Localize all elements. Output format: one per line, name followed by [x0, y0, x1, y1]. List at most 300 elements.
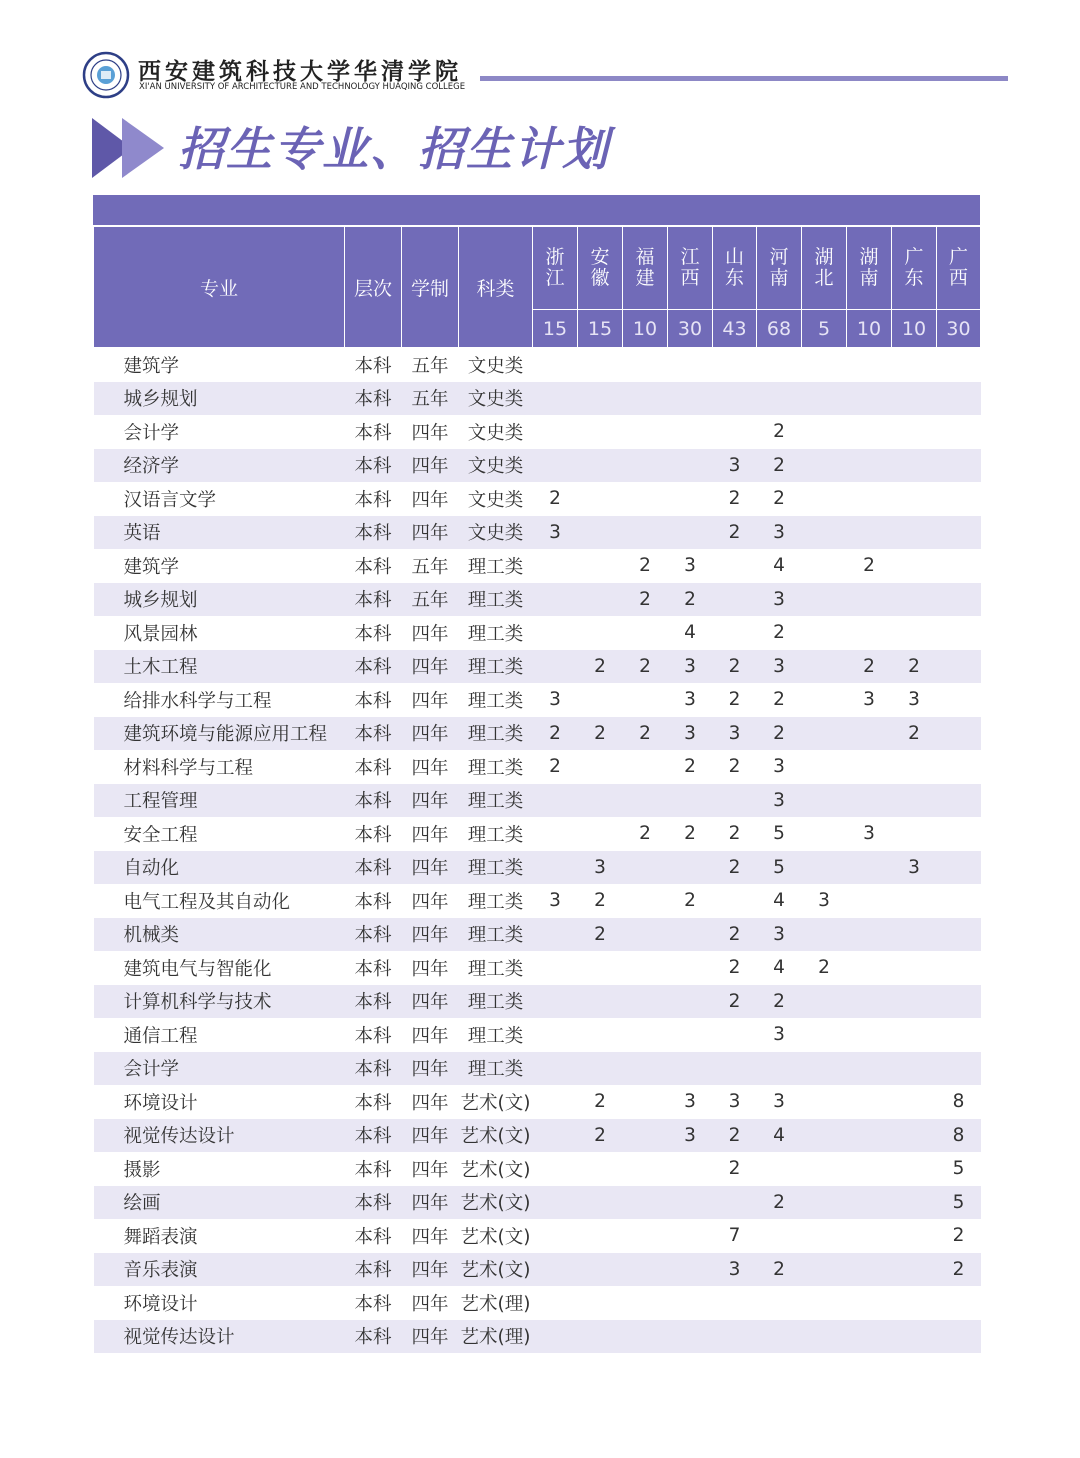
count-cell — [847, 348, 892, 382]
count-cell: 2 — [728, 823, 741, 845]
count-cell — [802, 1085, 847, 1119]
duration-cell: 四年 — [411, 891, 449, 913]
school-name-cn: 西安建筑科技大学华清学院 — [138, 58, 462, 85]
count-cell — [623, 1052, 668, 1086]
count-cell — [713, 1286, 757, 1320]
count-cell — [623, 482, 668, 516]
count-cell — [668, 415, 713, 449]
table-row — [94, 1219, 981, 1253]
count-cell: 3 — [757, 583, 802, 617]
count-cell: 2 — [757, 1186, 802, 1220]
count-cell — [892, 1085, 937, 1119]
count-cell — [623, 449, 668, 483]
count-cell — [668, 482, 713, 516]
count-cell — [802, 348, 847, 382]
table-row — [94, 583, 981, 617]
count-cell: 2 — [533, 717, 578, 751]
count-cell: 2 — [684, 823, 696, 845]
school-name-en: XI'AN UNIVERSITY OF ARCHITECTURE AND TECHNOLOGY HUAQING COLLEGE — [139, 82, 466, 92]
level-cell: 本科 — [354, 623, 392, 645]
level-cell: 本科 — [354, 1226, 392, 1248]
count-cell — [937, 750, 981, 784]
province-header — [802, 227, 847, 310]
table-row — [94, 348, 981, 382]
table-row — [94, 449, 981, 483]
level-cell: 本科 — [354, 1025, 392, 1047]
count-cell — [668, 918, 713, 952]
level-cell: 本科 — [354, 958, 392, 980]
count-cell — [757, 382, 802, 416]
count-cell — [578, 1253, 623, 1287]
major-cell: 给排水科学与工程 — [123, 690, 272, 712]
level-cell: 本科 — [345, 1186, 402, 1220]
province-header — [892, 227, 937, 310]
major-cell: 环境设计 — [123, 1293, 198, 1315]
province-header — [623, 227, 668, 310]
table-row — [94, 918, 981, 952]
count-cell — [937, 650, 981, 684]
count-cell — [847, 516, 892, 550]
category-cell: 理工类 — [467, 958, 524, 980]
count-cell — [668, 1320, 713, 1354]
count-cell — [802, 851, 847, 885]
count-cell: 3 — [668, 650, 713, 684]
major-cell: 会计学 — [123, 422, 180, 444]
count-cell — [847, 784, 892, 818]
count-cell — [802, 683, 847, 717]
count-cell — [802, 516, 847, 550]
major-cell: 视觉传达设计 — [94, 1119, 345, 1153]
province-quota: 10 — [623, 310, 668, 348]
level-cell: 本科 — [345, 1119, 402, 1153]
column-header-level: 层次 — [345, 227, 402, 348]
count-cell — [937, 985, 981, 1019]
count-cell — [847, 1286, 892, 1320]
count-cell: 4 — [757, 1119, 802, 1153]
count-cell: 3 — [863, 689, 875, 711]
province-label: 安徽 — [590, 246, 610, 289]
category-cell: 艺术(文) — [459, 1186, 533, 1220]
table-row — [94, 817, 981, 851]
title-arrows-icon — [92, 118, 168, 178]
duration-cell: 四年 — [402, 985, 459, 1019]
level-cell: 本科 — [345, 784, 402, 818]
count-cell — [802, 449, 847, 483]
province-quota: 30 — [937, 310, 981, 348]
province-label: 福建 — [635, 246, 655, 289]
count-cell: 3 — [578, 851, 623, 885]
count-cell — [533, 985, 578, 1019]
major-cell: 安全工程 — [123, 824, 198, 846]
count-cell — [937, 717, 981, 751]
category-cell: 理工类 — [459, 784, 533, 818]
count-cell — [937, 683, 981, 717]
count-cell: 3 — [757, 918, 802, 952]
count-cell — [802, 750, 847, 784]
duration-cell: 五年 — [411, 556, 449, 578]
duration-cell: 四年 — [402, 449, 459, 483]
major-cell: 视觉传达设计 — [94, 1320, 345, 1354]
count-cell — [578, 482, 623, 516]
duration-cell: 四年 — [402, 851, 459, 885]
table-row — [94, 1018, 981, 1052]
count-cell — [847, 449, 892, 483]
count-cell: 3 — [908, 689, 920, 711]
count-cell — [668, 1186, 713, 1220]
count-cell — [623, 1253, 668, 1287]
count-cell — [892, 1052, 937, 1086]
count-cell: 2 — [728, 689, 741, 711]
category-cell: 艺术(理) — [460, 1293, 531, 1315]
count-cell — [757, 1052, 802, 1086]
count-cell: 3 — [773, 1091, 785, 1113]
table-row — [94, 1152, 981, 1186]
count-cell — [802, 985, 847, 1019]
table-top-band — [93, 195, 980, 225]
province-header — [847, 227, 892, 310]
count-cell — [623, 1085, 668, 1119]
count-cell — [668, 1018, 713, 1052]
category-cell: 艺术(理) — [459, 1320, 533, 1354]
count-cell — [578, 348, 623, 382]
count-cell: 2 — [713, 516, 757, 550]
count-cell — [757, 1320, 802, 1354]
category-cell: 理工类 — [467, 757, 524, 779]
count-cell — [757, 1219, 802, 1253]
count-cell — [623, 784, 668, 818]
duration-cell: 四年 — [411, 1092, 449, 1114]
table-row — [94, 750, 981, 784]
count-cell: 2 — [713, 851, 757, 885]
level-cell: 本科 — [345, 449, 402, 483]
count-cell — [847, 616, 892, 650]
count-cell: 3 — [684, 1091, 696, 1113]
count-cell: 3 — [773, 1024, 785, 1046]
count-cell: 3 — [684, 689, 696, 711]
duration-cell: 四年 — [411, 690, 449, 712]
count-cell: 5 — [773, 823, 785, 845]
table-row — [94, 1052, 981, 1086]
count-cell — [623, 415, 668, 449]
count-cell — [802, 918, 847, 952]
duration-cell: 四年 — [402, 650, 459, 684]
column-header-major: 专业 — [94, 227, 345, 348]
count-cell: 4 — [773, 890, 785, 912]
count-cell — [668, 449, 713, 483]
count-cell — [713, 549, 757, 583]
count-cell — [533, 348, 578, 382]
major-cell: 土木工程 — [94, 650, 345, 684]
province-quota: 10 — [892, 310, 937, 348]
table-row — [94, 616, 981, 650]
table-row — [94, 717, 981, 751]
province-quota: 30 — [668, 310, 713, 348]
duration-cell: 四年 — [402, 1320, 459, 1354]
count-cell — [668, 951, 713, 985]
count-cell — [713, 1018, 757, 1052]
count-cell — [847, 1253, 892, 1287]
major-cell: 计算机科学与技术 — [94, 985, 345, 1019]
column-header-duration: 学制 — [402, 227, 459, 348]
count-cell — [892, 1320, 937, 1354]
count-cell — [847, 750, 892, 784]
province-label: 江西 — [680, 246, 700, 289]
duration-cell: 四年 — [402, 1052, 459, 1086]
count-cell: 3 — [757, 516, 802, 550]
count-cell — [668, 1253, 713, 1287]
count-cell — [802, 482, 847, 516]
count-cell — [533, 650, 578, 684]
count-cell — [847, 1219, 892, 1253]
count-cell — [937, 1018, 981, 1052]
count-cell — [892, 449, 937, 483]
duration-cell: 四年 — [402, 1186, 459, 1220]
count-cell: 3 — [713, 1253, 757, 1287]
major-cell: 城乡规划 — [94, 382, 345, 416]
level-cell: 本科 — [345, 650, 402, 684]
count-cell — [802, 382, 847, 416]
major-cell: 建筑学 — [123, 556, 180, 578]
duration-cell: 四年 — [411, 1226, 449, 1248]
count-cell — [757, 1152, 802, 1186]
major-cell: 环境设计 — [123, 1092, 198, 1114]
level-cell: 本科 — [345, 918, 402, 952]
level-cell: 本科 — [345, 851, 402, 885]
level-cell: 本科 — [354, 690, 392, 712]
duration-cell: 四年 — [402, 1119, 459, 1153]
count-cell: 2 — [728, 488, 741, 510]
duration-cell: 四年 — [411, 623, 449, 645]
table-row — [94, 683, 981, 717]
count-cell — [533, 382, 578, 416]
category-cell: 文史类 — [467, 355, 524, 377]
province-quota: 15 — [533, 310, 578, 348]
count-cell — [668, 1152, 713, 1186]
count-cell — [623, 750, 668, 784]
category-cell: 文史类 — [459, 516, 533, 550]
province-quota: 68 — [757, 310, 802, 348]
count-cell — [533, 817, 578, 851]
count-cell — [937, 449, 981, 483]
province-header — [668, 227, 713, 310]
major-cell: 舞蹈表演 — [123, 1226, 198, 1248]
province-label: 浙江 — [545, 246, 565, 289]
count-cell — [668, 784, 713, 818]
count-cell — [937, 583, 981, 617]
count-cell — [847, 583, 892, 617]
count-cell — [892, 918, 937, 952]
count-cell — [847, 1052, 892, 1086]
count-cell — [713, 382, 757, 416]
category-cell: 理工类 — [467, 891, 524, 913]
count-cell: 4 — [773, 957, 785, 979]
count-cell: 5 — [757, 851, 802, 885]
count-cell — [623, 1320, 668, 1354]
count-cell: 8 — [937, 1119, 981, 1153]
level-cell: 本科 — [345, 583, 402, 617]
count-cell — [623, 616, 668, 650]
level-cell: 本科 — [354, 355, 392, 377]
level-cell: 本科 — [354, 1159, 392, 1181]
count-cell — [802, 650, 847, 684]
count-cell: 2 — [937, 1253, 981, 1287]
count-cell — [668, 851, 713, 885]
duration-cell: 五年 — [402, 382, 459, 416]
count-cell — [847, 382, 892, 416]
duration-cell: 四年 — [411, 489, 449, 511]
page-header — [80, 45, 1010, 105]
table-row — [94, 1186, 981, 1220]
count-cell — [802, 1018, 847, 1052]
count-cell — [533, 616, 578, 650]
count-cell — [533, 549, 578, 583]
count-cell — [623, 985, 668, 1019]
category-cell: 艺术(文) — [460, 1226, 531, 1248]
province-label: 广西 — [948, 246, 968, 289]
count-cell — [937, 382, 981, 416]
count-cell — [533, 851, 578, 885]
count-cell — [668, 348, 713, 382]
major-cell: 英语 — [94, 516, 345, 550]
count-cell — [623, 918, 668, 952]
count-cell — [892, 382, 937, 416]
count-cell — [892, 348, 937, 382]
count-cell — [623, 1219, 668, 1253]
count-cell: 2 — [713, 918, 757, 952]
count-cell — [533, 918, 578, 952]
count-cell — [847, 482, 892, 516]
count-cell — [847, 951, 892, 985]
count-cell — [533, 1286, 578, 1320]
count-cell: 2 — [728, 1158, 741, 1180]
count-cell — [623, 851, 668, 885]
count-cell — [802, 1219, 847, 1253]
level-cell: 本科 — [345, 516, 402, 550]
count-cell: 2 — [578, 650, 623, 684]
count-cell — [892, 1253, 937, 1287]
count-cell — [892, 817, 937, 851]
table-row — [94, 415, 981, 449]
count-cell — [892, 1219, 937, 1253]
table-row — [94, 851, 981, 885]
count-cell — [937, 851, 981, 885]
count-cell — [892, 482, 937, 516]
duration-cell: 四年 — [402, 1253, 459, 1287]
level-cell: 本科 — [345, 717, 402, 751]
count-cell — [623, 1119, 668, 1153]
count-cell — [937, 884, 981, 918]
count-cell — [668, 1052, 713, 1086]
count-cell: 7 — [728, 1225, 741, 1247]
level-cell: 本科 — [345, 1052, 402, 1086]
count-cell: 3 — [757, 650, 802, 684]
count-cell — [937, 516, 981, 550]
category-cell: 理工类 — [467, 1025, 524, 1047]
count-cell: 2 — [773, 488, 785, 510]
count-cell: 2 — [728, 957, 741, 979]
count-cell — [937, 951, 981, 985]
count-cell: 3 — [863, 823, 875, 845]
table-row — [94, 482, 981, 516]
major-cell: 经济学 — [94, 449, 345, 483]
level-cell: 本科 — [345, 382, 402, 416]
count-cell — [578, 1320, 623, 1354]
count-cell: 3 — [773, 756, 785, 778]
count-cell — [757, 348, 802, 382]
count-cell — [578, 1219, 623, 1253]
count-cell: 2 — [713, 650, 757, 684]
category-cell: 理工类 — [459, 583, 533, 617]
table-row — [94, 650, 981, 684]
count-cell — [847, 851, 892, 885]
duration-cell: 四年 — [402, 717, 459, 751]
table-row — [94, 985, 981, 1019]
level-cell: 本科 — [354, 1293, 392, 1315]
level-cell: 本科 — [354, 824, 392, 846]
count-cell — [533, 951, 578, 985]
count-cell: 2 — [549, 756, 561, 778]
count-cell — [713, 616, 757, 650]
count-cell — [533, 583, 578, 617]
province-header — [578, 227, 623, 310]
count-cell: 2 — [549, 488, 561, 510]
count-cell: 2 — [952, 1225, 965, 1247]
count-cell — [892, 516, 937, 550]
major-cell: 建筑学 — [123, 355, 180, 377]
header-divider — [480, 76, 1008, 81]
count-cell: 2 — [684, 756, 696, 778]
count-cell — [802, 784, 847, 818]
major-cell: 摄影 — [123, 1159, 161, 1181]
category-cell: 理工类 — [459, 650, 533, 684]
count-cell — [892, 951, 937, 985]
duration-cell: 四年 — [411, 422, 449, 444]
category-cell: 理工类 — [459, 717, 533, 751]
category-cell: 文史类 — [459, 382, 533, 416]
count-cell — [623, 382, 668, 416]
count-cell — [578, 516, 623, 550]
count-cell: 4 — [773, 555, 785, 577]
table-row — [94, 516, 981, 550]
major-cell: 机械类 — [94, 918, 345, 952]
duration-cell: 四年 — [402, 918, 459, 952]
page-title: 招生专业、招生计划 — [178, 122, 610, 176]
province-label: 广东 — [904, 246, 924, 289]
category-cell: 理工类 — [459, 1052, 533, 1086]
major-cell: 汉语言文学 — [123, 489, 217, 511]
count-cell: 2 — [773, 689, 785, 711]
count-cell: 2 — [623, 650, 668, 684]
count-cell: 3 — [549, 689, 561, 711]
count-cell — [713, 884, 757, 918]
duration-cell: 五年 — [411, 355, 449, 377]
duration-cell: 四年 — [411, 1025, 449, 1047]
level-cell: 本科 — [354, 891, 392, 913]
count-cell: 2 — [757, 1253, 802, 1287]
count-cell — [802, 1052, 847, 1086]
level-cell: 本科 — [354, 422, 392, 444]
count-cell — [623, 951, 668, 985]
count-cell: 2 — [639, 823, 651, 845]
duration-cell: 四年 — [411, 1293, 449, 1315]
count-cell — [892, 415, 937, 449]
count-cell: 2 — [847, 650, 892, 684]
count-cell: 2 — [623, 717, 668, 751]
count-cell — [757, 1286, 802, 1320]
category-cell: 艺术(文) — [460, 1159, 531, 1181]
count-cell — [578, 750, 623, 784]
count-cell: 3 — [668, 1119, 713, 1153]
